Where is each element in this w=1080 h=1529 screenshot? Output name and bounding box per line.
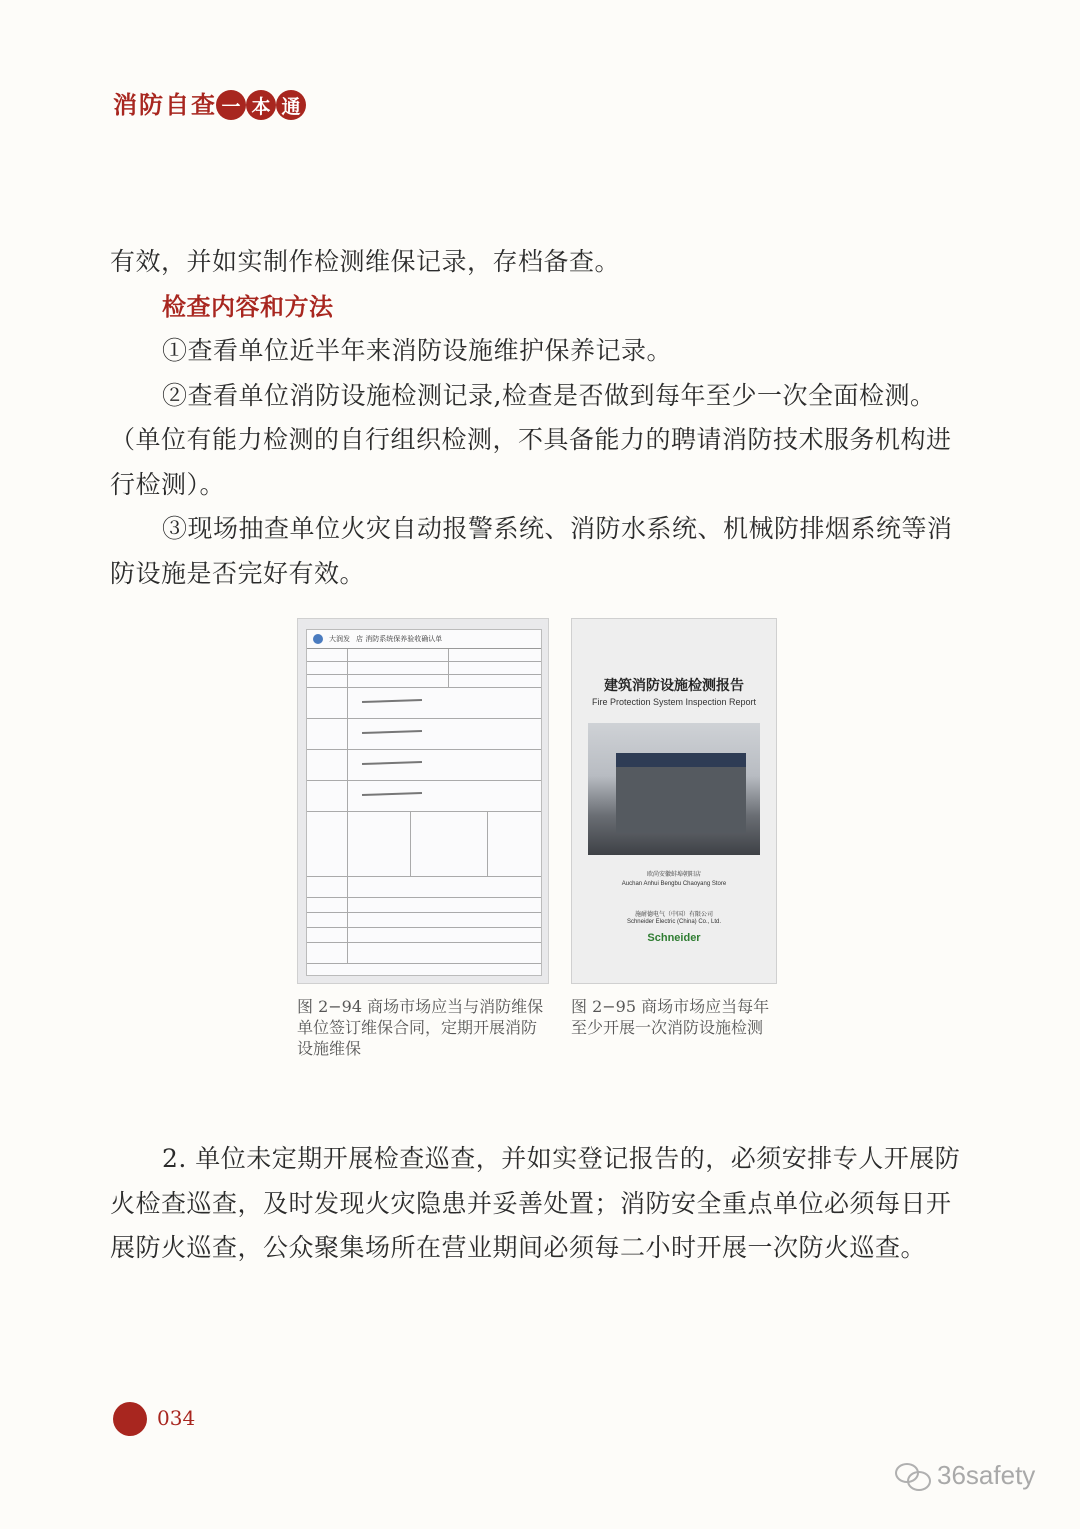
form-row	[307, 781, 541, 812]
store-name-cn: 欧尚安徽蚌埠朝阳店	[646, 872, 701, 878]
watermark	[895, 1460, 1035, 1491]
form-row	[307, 913, 541, 928]
form-title: 店 消防系统保养验收确认单	[356, 635, 443, 643]
wechat-icon	[895, 1461, 931, 1491]
report-subtitle: Fire Protection System Inspection Report	[591, 697, 757, 707]
title-circle-char: 通	[276, 90, 306, 120]
company-name-cn: 施耐德电气（中国）有限公司	[634, 912, 713, 918]
page-number-dot	[113, 1402, 147, 1436]
form-sheet	[306, 629, 542, 976]
check-item-3: ③现场抽查单位火灾自动报警系统、消防水系统、机械防排烟系统等消防设施是否完好有效。	[110, 514, 953, 588]
figure-2-94	[297, 618, 551, 1059]
form-row	[307, 943, 541, 964]
form-row	[307, 898, 541, 913]
company-name-en: Schneider Electric (China) Co., Ltd.	[626, 919, 722, 925]
maintenance-form-photo	[297, 618, 549, 984]
form-row	[307, 719, 541, 750]
form-row	[307, 812, 541, 877]
store-name-en: Auchan Anhui Bengbu Chaoyang Store	[621, 881, 727, 887]
form-header	[307, 630, 541, 649]
watermark-text: 36safety	[937, 1460, 1036, 1490]
body-upper	[110, 240, 972, 596]
form-row	[307, 750, 541, 781]
form-row	[307, 688, 541, 719]
title-char: 防	[139, 91, 163, 119]
title-circle-char: 本	[246, 90, 276, 120]
form-brand: 大润发	[329, 635, 350, 643]
book-title	[112, 88, 306, 122]
form-row	[307, 649, 541, 662]
form-row	[307, 877, 541, 898]
form-row	[307, 675, 541, 688]
section-subheading: 检查内容和方法	[162, 292, 334, 321]
figure-2-95	[571, 618, 779, 1059]
check-item-2: ②查看单位消防设施检测记录,检查是否做到每年至少一次全面检测。（单位有能力检测的自行组织检测，不具备能力的聘请消防技术服务机构进行检测）。	[110, 380, 952, 499]
paragraph-1: 有效，并如实制作检测维保记录，存档备查。	[110, 247, 621, 276]
inspection-report-cover	[571, 618, 777, 984]
title-circle-char: 一	[216, 90, 246, 120]
title-char: 查	[191, 91, 215, 119]
figure-caption: 图 2−94 商场市场应当与消防维保单位签订维保合同，定期开展消防设施维保	[297, 997, 544, 1058]
paragraph-2: 2. 单位未定期开展检查巡查，并如实登记报告的，必须安排专人开展防火检查巡查，及时发现火灾隐患并妥善处置；消防安全重点单位必须每日开展防火巡查，公众聚集场所在营业期间必须每二小时开展一次防火巡查。	[110, 1144, 961, 1262]
logo-icon	[313, 634, 323, 644]
title-char: 消	[113, 91, 137, 119]
report-title: 建筑消防设施检测报告	[604, 678, 744, 694]
form-row	[307, 662, 541, 675]
check-item-1: ①查看单位近半年来消防设施维护保养记录。	[162, 336, 673, 365]
title-char: 自	[165, 91, 189, 119]
body-lower	[110, 1137, 972, 1271]
figure-caption: 图 2−95 商场市场应当每年至少开展一次消防设施检测	[571, 997, 770, 1037]
figures-row	[297, 618, 779, 1059]
building-photo	[588, 723, 760, 855]
schneider-logo: Schneider	[647, 932, 701, 944]
form-row	[307, 928, 541, 943]
page-number: 034	[157, 1406, 196, 1430]
